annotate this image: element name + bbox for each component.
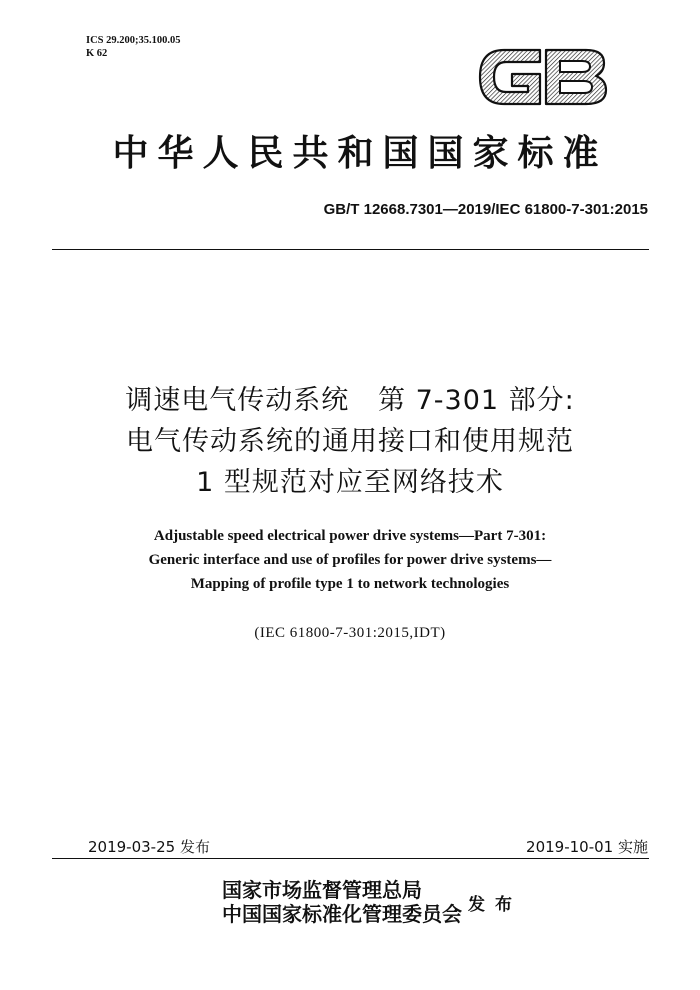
gb-logo-icon <box>474 44 612 110</box>
ics-code: ICS 29.200;35.100.05 <box>86 35 181 46</box>
english-title-line-2: Generic interface and use of profiles for power drive systems— <box>148 552 552 568</box>
chinese-title-line-3: 1 型规范对应至网络技术 <box>196 467 504 498</box>
iec-reference: (IEC 61800-7-301:2015,IDT) <box>254 625 446 641</box>
standard-number: GB/T 12668.7301—2019/IEC 61800-7-301:2015 <box>323 201 648 218</box>
top-divider <box>52 249 649 250</box>
chinese-title-line-2: 电气传动系统的通用接口和使用规范 <box>126 426 574 457</box>
issue-action: 发布 <box>468 895 522 915</box>
chinese-title-line-1: 调速电气传动系统 第 7-301 部分: <box>125 385 575 416</box>
classification-codes <box>86 34 181 60</box>
issuer-sac: 中国国家标准化管理委员会 <box>222 902 462 926</box>
english-title <box>20 524 680 596</box>
chinese-title <box>20 380 680 503</box>
english-title-line-1: Adjustable speed electrical power drive systems—Part 7-301: <box>153 528 547 544</box>
issue-date: 2019-03-25 发布 <box>88 838 210 856</box>
issuing-authorities <box>222 878 462 926</box>
implementation-date: 2019-10-01 实施 <box>526 838 648 856</box>
english-title-line-3: Mapping of profile type 1 to network technologies <box>190 576 510 592</box>
issuer-samr: 国家市场监督管理总局 <box>222 878 422 902</box>
bottom-divider <box>52 858 649 859</box>
category-code: K 62 <box>86 48 108 59</box>
org-title: 中华人民共和国国家标准 <box>112 132 608 174</box>
